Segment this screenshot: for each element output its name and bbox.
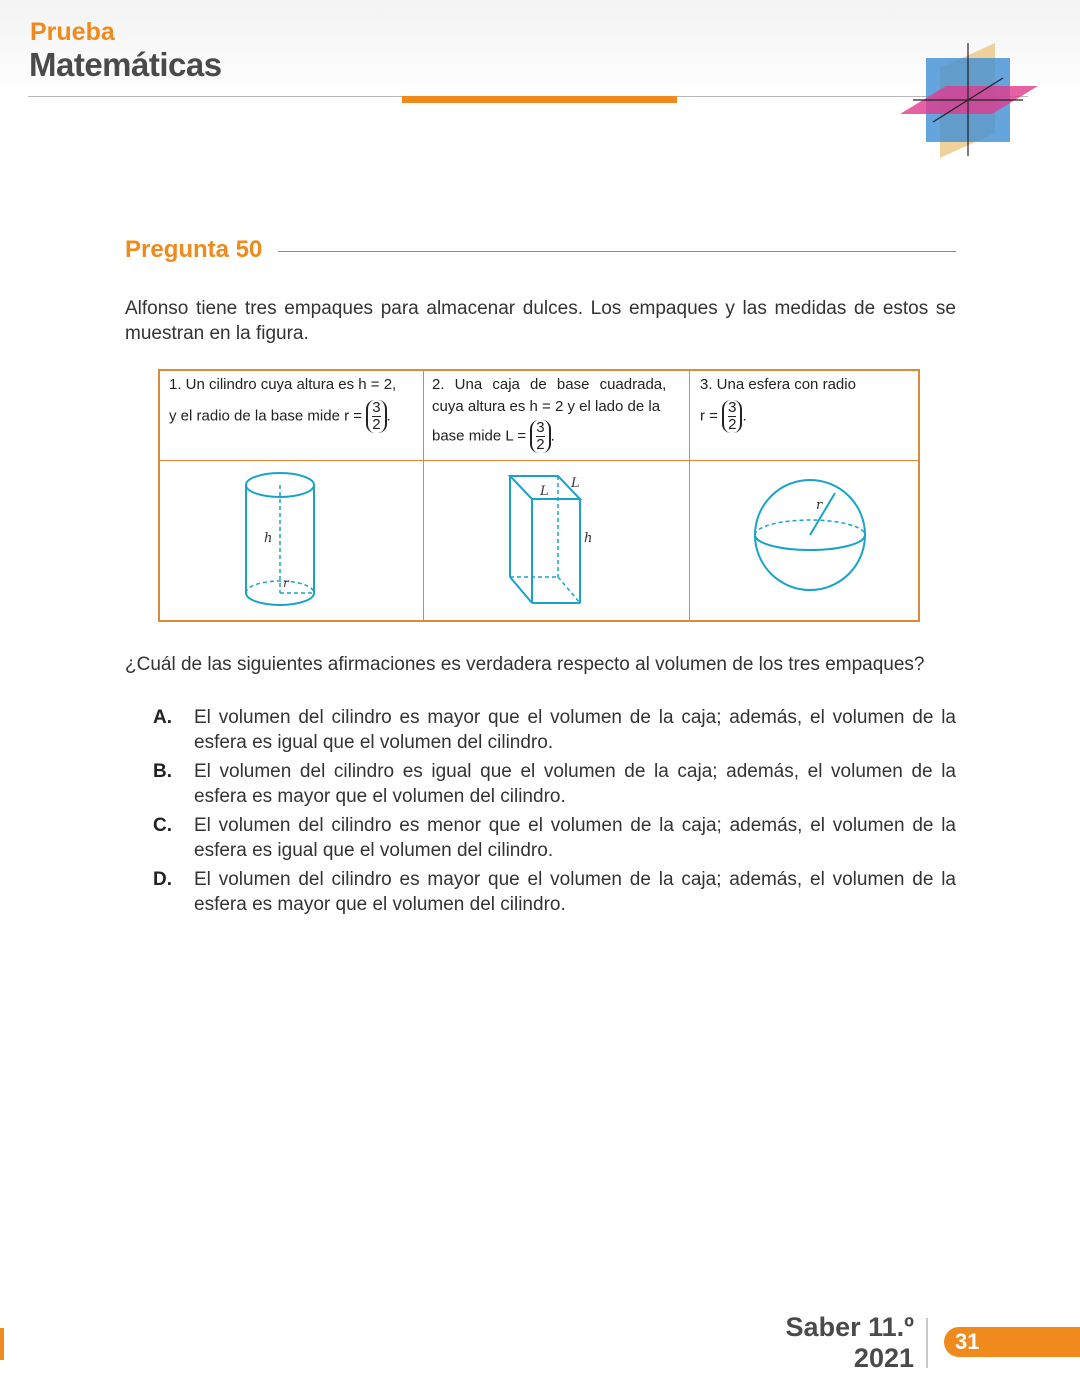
fraction-three-halves: $\frac{3}{2}$ <box>530 420 550 453</box>
option-letter: D. <box>153 869 172 890</box>
cylinder-description: 1. Un cilindro cuya altura es h = 2, y el radio de la base mide r = $\frac{3}{2}$ . <box>169 376 397 433</box>
option-letter: B. <box>153 761 172 782</box>
column-divider <box>689 371 690 620</box>
height-label: h <box>584 531 593 546</box>
figure-table <box>158 369 920 622</box>
option-text: El volumen del cilindro es menor que el volumen de la caja; además, el volumen de la esfera es igual que el volumen del cilindro. <box>194 815 956 861</box>
sphere-description: 3. Una esfera con radio r = $\frac{3}{2}$ . <box>700 376 856 433</box>
option-b[interactable] <box>153 759 956 809</box>
side-label: L <box>571 476 580 491</box>
option-a[interactable] <box>153 705 956 755</box>
radius-label: r <box>283 576 289 590</box>
side-label: L <box>540 484 549 499</box>
brand-prueba: Prueba <box>30 18 115 46</box>
brand-subject: Matemáticas <box>29 46 222 83</box>
option-text: El volumen del cilindro es igual que el volumen de la caja; además, el volumen de la esfera es mayor que el volumen del cilindro. <box>194 761 956 807</box>
box-drawing <box>500 471 610 611</box>
footer-separator <box>926 1318 928 1368</box>
box-description: 2. Una caja de base cuadrada, cuya altura es h = 2 y el lado de la base mide L = $\frac{3}{2}$ . <box>432 376 667 453</box>
header-accent-bar <box>402 96 677 103</box>
sphere-drawing <box>750 471 880 596</box>
option-letter: A. <box>153 707 172 728</box>
page-number: 31 <box>955 1329 980 1354</box>
fraction-three-halves: $\frac{3}{2}$ <box>366 400 386 433</box>
fraction-three-halves: $\frac{3}{2}$ <box>722 400 742 433</box>
answer-options <box>153 705 956 921</box>
option-letter: C. <box>153 815 172 836</box>
height-label: h <box>264 531 273 546</box>
title-rule <box>278 251 956 252</box>
option-d[interactable] <box>153 867 956 917</box>
cylinder-drawing <box>230 471 340 611</box>
question-title: Pregunta 50 <box>125 236 263 263</box>
question-intro: Alfonso tiene tres empaques para almacenar dulces. Los empaques y las medidas de estos se muestran en la figura. <box>125 298 956 344</box>
option-c[interactable] <box>153 813 956 863</box>
3d-axes-planes-icon <box>898 38 1038 163</box>
row-divider <box>160 460 918 461</box>
footer-left-mark <box>0 1328 4 1360</box>
footer-saber: Saber 11.º 2021 <box>785 1312 914 1373</box>
option-text: El volumen del cilindro es mayor que el volumen de la caja; además, el volumen de la esfera es mayor que el volumen del cilindro. <box>194 869 956 915</box>
column-divider <box>423 371 424 620</box>
option-text: El volumen del cilindro es mayor que el volumen de la caja; además, el volumen de la esfera es igual que el volumen del cilindro. <box>194 707 956 753</box>
question-prompt: ¿Cuál de las siguientes afirmaciones es verdadera respecto al volumen de los tres empaques? <box>125 654 925 675</box>
radius-label: r <box>816 498 823 513</box>
